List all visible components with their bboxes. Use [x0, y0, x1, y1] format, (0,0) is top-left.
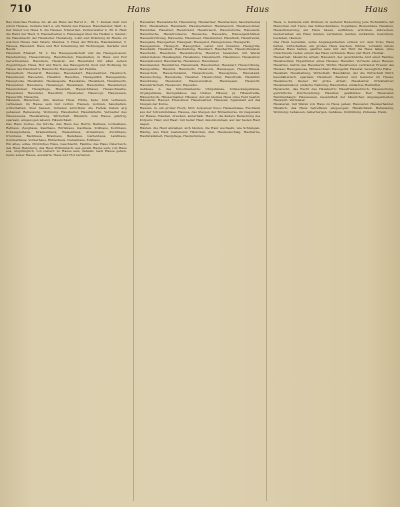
paragraph: Ein altes, edles, fürstliches Haus, Geschlecht, Familie; das Haus Österreich, das Haus Habsburg, das Haus Wittelsbach; aus gutem Hause sein; von Haus aus, ursprünglich, von Geburt; zu Hause sein, daheim; nach Hause gehen, heim; außer Hause, auswärts; Haus und Hof verlieren.: [6, 141, 127, 158]
paragraph: Haushalt, Ehehaft. M. 2. Die Hausgesellschaft und die Hausgenossen; Haushaltung, Hausordnung, Hausfrieden; Haushalten, in Haus und Hof Gerechtsamen, Haustiere, Hausrat, der Hausstand mit allen seinen Zugehörigen. Haus, Hof und Herd, das Hausgericht, Kost und Wohnung im Hause des Hausherrn; Hausrecht, Hausgesetz der Familie.: [6, 51, 127, 72]
text-columns: [6, 21, 394, 501]
paragraph: Hausarbeit, häusliche Arbeit; Hausarzt, der gewöhnliche Arzt einer Familie; Hausbesitzer, Eigentümer eines Hauses; Hausflur, Vorraum eines Hauses; Hausfrau, Gattin des Hausherrn, Wirtin; Hausfreund, vertrauter Freund des Hauses; Hausgenosse, Mitbewohner; Hausgerät, Hausrat, bewegliche Habe.: [273, 55, 395, 72]
running-head-center: Haus: [246, 5, 270, 15]
paragraph: Haushalt, Haushaltung, Wirtschaft; Haushälter, der die Wirtschaft führt; haushälterisch, sparsam; Hausherr, Besitzer und Gebieter im Hause; Hausknecht, Diener für grobe Arbeit; Hauslehrer, Privatlehrer; Hausmannskost, einfache Nahrung; Hausmittel, einfaches Heilmittel.: [273, 70, 395, 87]
column-3: [273, 21, 394, 501]
column-divider: [266, 21, 267, 501]
paragraph: Häuslein, Häuschen; dim. kleines Haus. Hütte, Kate. Sich verhauen, verhausen, im Hause sein Gut vertun. Hausen, wohnen, haushalten, wirtschaften; übel hausen, Schaden anrichten; die Feinde haben arg gehauset. Behausung, Wohnung. Haushalter, Haushälterin, Verwalter des Hauswesens. Haushaltung, Wirtschaft. Häuslich, zum Hause gehörig, sparsam, eingezogen lebend. Häuslichkeit.: [6, 98, 127, 123]
column-divider: [133, 21, 134, 501]
page-header: [10, 4, 388, 18]
paragraph: Hausmeister, Hausmittel, Hausmusik, Hausmutter, Hausnarr, Hausordnung, Hauspostille, Hausrat, Hausrecht, Hausrock, Haussegen, Hausschlüssel, Hausschuh, Hausschwamm, Hausschwein, Hausspinne, Hausstand, Haussuchung, Haustaube, Haustier, Haustochter, Haustrunk, Hausthür, Hausübung, Hausvater, Hausverwalter, Hauswesen, Hauswirt, Hauswirtschaft, Hauswurz, Hauszins.: [139, 63, 261, 87]
page-number: 710: [10, 4, 32, 15]
paragraph: Bau manches Fleißes, hd, all ein Hans der Beruf d., . Bl. 7. Kamen statt und schön Hauses, mollene Kart a. ein Wanns des Hauses; Hausmeister, Wart. 4. Der Kunst von Hans 8. die Hauses. Nüsternen, Zeitverwalter b. Br. 8. Hast die Hand der Haut, 9. Hausarbeiten u. Haussiegel über die Heiken u. Kaufer; die Hausknecht der Hausleiter. Heinsberg, Lohn und Wohnung im Haufe, zu welchen Hause dem Vaters, Mannes. 3. Haus der Brücke, Hauskammer, 3. Hauses, Hausbart. Haus und Hof Schenkung mit Wohnungen, Darlehn und Besitz.: [6, 21, 127, 52]
paragraph: Haus, n. Gebäude zum Wohnen; in weiterer Bedeutung jede Wohnstätte der Menschen und Tiere; das Schneckenhaus, Vogelhaus, Bienenhaus. Hausbau, Hauszimmerung; ein Haus bauen, aufführen, errichten, abbrechen, niederreißen; ein Haus mieten, vermieten, kaufen, verkaufen, bewohnen, beziehen, räumen.: [273, 21, 395, 40]
paragraph: Hausen, m. ein großer Fisch, Stör, Acipenser huso; Hausenblase, Fischleim aus der Schwimmblase. Hausse, das Steigen der Börsenkurse, im Gegensatz zur Baisse. Haußen, draußen, außerhalb. Haut, f. die äußere Bedeckung des Körpers; Haut und Haar; mit heiler Haut davonkommen; auf der faulen Haut liegen.: [139, 106, 261, 126]
running-head-left: Hans: [127, 5, 151, 15]
paragraph: Hausarbeit, Hausarzt, Hausbau, Hausbedarf, Hausbesitzer, Hausbuch, Hausdiener, Hausehre, Hausflur, Hausfrau, Hausgeräth, Hausgesinde, Hausglocke, Haushahn, Hauskapelle, Hauskatze, Hauskleid, Hausknecht, Hauslehrer, Hausleute, Hausmagd, Hausmann, Hausmittel, Hausmutter, Hausnummer, Hauspflege, Hausrath, Hausschlüssel, Hausschwalbe, Hausstand, Haustafel, Hausthür, Hausvater, Hausvogt, Hauswesen, Hauswirth, Hauszins.: [6, 70, 127, 99]
paragraph: Hausieren, mit Waren von Haus zu Haus gehen; Hausierer, Hausierhandel. Häuslich, das Haus betreffend, eingezogen; Häuslichkeit. Behausung, Wohnung; behausen, beherbergen. Gehäuse, Umhüllung. Zuhause, Heim.: [273, 102, 395, 115]
column-1: [6, 21, 127, 501]
running-head-right: Haus: [364, 5, 388, 15]
column-2: [140, 21, 261, 501]
paragraph: Hausrecht, das Recht des Hausherrn; Hausfriedensbruch; Haussuchung, gerichtliche Durchsuchung; Haustier, gezähmtes Tier; Hausvater, Familienhaupt; Hauswesen, Gesamtheit der häuslichen Angelegenheiten; Hauswirt, Vermieter.: [273, 86, 395, 103]
paragraph: Gehäuse, n. das Umschließende; Uhrgehäuse, Schneckengehäuse, Orgelgehäuse, Kerngehäuse des Obstes. Häuser, pl. Häuserreihe, Häuserblock, Häusermakler. Häusler, der ein kleines Haus ohne Feld besitzt; Häuslerin. Hauser, Einwohner, Hausbesitzer. Haussier, Spekulant auf das Steigen der Kurse.: [139, 86, 261, 107]
paragraph: Das Haus Gottes, die Kirche; das Haus des Herrn; Bethaus, Gotteshaus, Rathaus, Zeughaus, Kaufhaus, Wirtshaus, Gasthaus, Zollhaus, Kornhaus, Schauspielhaus, Krankenhaus, Waisenhaus, Armenhaus, Zuchthaus, Irrenhaus, Backhaus, Brauhaus, Badehaus, Gartenhaus, Landhaus, Sommerhaus, Vorderhaus, Hinterhaus, Nebenhaus, Eckhaus.: [6, 121, 127, 142]
paragraph: Hausgesinde, Hausgott, Hausgötter, Laren und Penaten; Hausgrille, Haushahn, Haushalt, Haushaltung, Hausherr, Hausherrin, Haushofmeister, Haushuhn, Haushund, Hausindustrie, Hausirer, hausieren, mit Waren umherziehen; Hauskaplan, Hauskatze, Hausknecht, Hauskreuz, Hauslehrer, Hausleinwand, Hausmarke, Hausmaus, Hausmeier.: [139, 43, 261, 64]
paragraph: Das Haus bestellen, seine Angelegenheiten ordnen vor dem Tode; Haus halten, wirtschaften; ein großes Haus machen, führen, vornehm leben; offenes Haus halten, gastfrei sein; mit der Thür ins Haus fallen, ohne Umschweife reden; einem das Haus verbieten; Haus und Herd, Heimat.: [273, 39, 395, 56]
paragraph: Hausaltar, Hausandacht, Hausanzug, Hausarmer, Hausbacken, hausbackenes Brot, Hausbalken, Hausbank, Hausbedienter, Hausbesuch, Hausbewohner, Hausbibel, Hausbier, Hausbrand, Hausbrauch, Hausbursche, Hausdach, Hausdrache, Hausdruckerei, Hausecke, Hausehre, Hauseigenthümer, Hauseinrichtung, Hausente, Hausfeuer, Hausfenster, Hausfleiß, Hausfreund, Hausgans, Hausgarten, Hausgast, Hausgeist, Hausgenosse, Hausgerät.: [139, 21, 261, 44]
paragraph: Häuten, die Haut abziehen; sich häuten, die Haut wechseln, wie Schlangen. Häutig, aus Haut bestehend; Häutchen, dim. Hautausschlag, Hautfarbe, Hautkrankheit, Hautpflege, Hautschmiere.: [139, 125, 261, 138]
